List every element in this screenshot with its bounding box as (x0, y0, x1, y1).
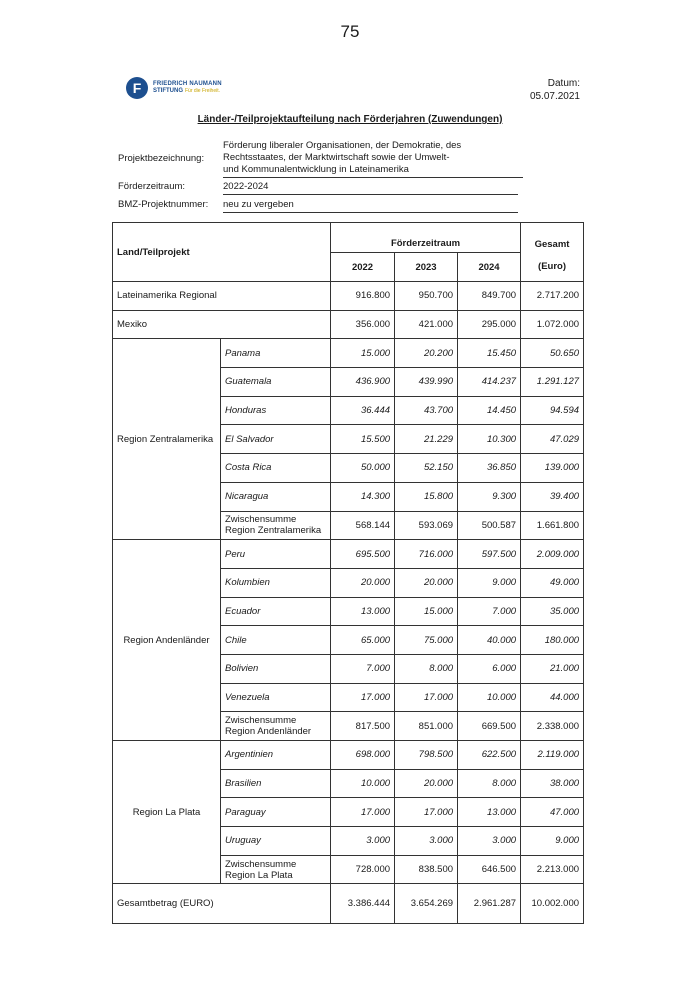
value-total: 47.000 (521, 798, 584, 827)
value-2023: 17.000 (395, 798, 458, 827)
value-2023: 8.000 (395, 654, 458, 683)
value-total: 1.291.127 (521, 368, 584, 397)
value-total: 47.029 (521, 425, 584, 454)
value-total: 10.002.000 (521, 884, 584, 924)
value-total: 9.000 (521, 827, 584, 856)
value-2023: 75.000 (395, 626, 458, 655)
value-total: 35.000 (521, 597, 584, 626)
value-2024: 500.587 (458, 511, 521, 540)
value-2024: 7.000 (458, 597, 521, 626)
document-title: Länder-/Teilprojektaufteilung nach Förderjahren (Zuwendungen) (197, 114, 503, 125)
value-2023: 838.500 (395, 855, 458, 884)
row-label: Mexiko (113, 310, 331, 339)
subtotal-label: Zwischensumme Region La Plata (221, 855, 331, 884)
value-2023: 798.500 (395, 741, 458, 770)
country-label: Guatemala (221, 368, 331, 397)
funding-period-label: Förderzeitraum: (118, 181, 186, 192)
header-year-2023: 2023 (395, 253, 458, 282)
value-total: 2.717.200 (521, 282, 584, 311)
value-2024: 13.000 (458, 798, 521, 827)
value-total: 50.650 (521, 339, 584, 368)
country-label: Honduras (221, 396, 331, 425)
country-label: El Salvador (221, 425, 331, 454)
value-2023: 43.700 (395, 396, 458, 425)
date-value: 05.07.2021 (529, 91, 580, 102)
table-row (113, 310, 584, 339)
country-label: Venezuela (221, 683, 331, 712)
value-2023: 421.000 (395, 310, 458, 339)
value-2022: 3.000 (331, 827, 395, 856)
value-2022: 695.500 (331, 540, 395, 569)
value-2022: 10.000 (331, 769, 395, 798)
table-row (113, 282, 584, 311)
country-label: Brasilien (221, 769, 331, 798)
value-2023: 439.990 (395, 368, 458, 397)
value-2024: 414.237 (458, 368, 521, 397)
country-label: Kolumbien (221, 568, 331, 597)
value-2024: 646.500 (458, 855, 521, 884)
value-2022: 13.000 (331, 597, 395, 626)
value-2024: 10.000 (458, 683, 521, 712)
value-2024: 295.000 (458, 310, 521, 339)
value-2022: 17.000 (331, 798, 395, 827)
foundation-logo (126, 77, 222, 99)
table-row (113, 741, 584, 770)
value-2023: 21.229 (395, 425, 458, 454)
value-2023: 716.000 (395, 540, 458, 569)
value-total: 49.000 (521, 568, 584, 597)
value-2022: 65.000 (331, 626, 395, 655)
header-land: Land/Teilprojekt (113, 223, 331, 282)
value-2022: 568.144 (331, 511, 395, 540)
header-euro: (Euro) (521, 253, 584, 282)
row-label: Lateinamerika Regional (113, 282, 331, 311)
value-2024: 3.000 (458, 827, 521, 856)
value-2023: 20.000 (395, 568, 458, 597)
value-2022: 7.000 (331, 654, 395, 683)
project-description-value: Förderung liberaler Organisationen, der Demokratie, des Rechtsstaates, der Marktwirtschaft sowie der Umwelt- und Kommunalentwicklung in Lateinamerika (223, 140, 523, 178)
value-2022: 15.500 (331, 425, 395, 454)
country-label: Peru (221, 540, 331, 569)
value-2024: 669.500 (458, 712, 521, 741)
subtotal-label: Zwischensumme Region Zentralamerika (221, 511, 331, 540)
value-total: 1.661.800 (521, 511, 584, 540)
value-total: 2.338.000 (521, 712, 584, 741)
value-2024: 9.300 (458, 482, 521, 511)
value-total: 180.000 (521, 626, 584, 655)
value-2023: 3.000 (395, 827, 458, 856)
value-2023: 20.000 (395, 769, 458, 798)
project-description-label: Projektbezeichnung: (118, 153, 205, 164)
bmz-project-number-value: neu zu vergeben (223, 199, 518, 213)
value-2022: 15.000 (331, 339, 395, 368)
value-2022: 17.000 (331, 683, 395, 712)
value-2022: 698.000 (331, 741, 395, 770)
value-total: 2.119.000 (521, 741, 584, 770)
value-total: 38.000 (521, 769, 584, 798)
value-total: 94.594 (521, 396, 584, 425)
value-total: 44.000 (521, 683, 584, 712)
value-2024: 849.700 (458, 282, 521, 311)
value-2022: 728.000 (331, 855, 395, 884)
value-total: 1.072.000 (521, 310, 584, 339)
value-2023: 3.654.269 (395, 884, 458, 924)
grand-total-label: Gesamtbetrag (EURO) (113, 884, 331, 924)
logo-name-line1: FRIEDRICH NAUMANN (153, 81, 222, 87)
value-2023: 851.000 (395, 712, 458, 741)
value-2024: 9.000 (458, 568, 521, 597)
value-2024: 15.450 (458, 339, 521, 368)
value-2022: 50.000 (331, 454, 395, 483)
value-2022: 36.444 (331, 396, 395, 425)
value-2023: 20.200 (395, 339, 458, 368)
header-gesamt: Gesamt (521, 223, 584, 253)
value-total: 139.000 (521, 454, 584, 483)
header-year-2024: 2024 (458, 253, 521, 282)
value-2023: 17.000 (395, 683, 458, 712)
value-2023: 15.000 (395, 597, 458, 626)
country-label: Nicaragua (221, 482, 331, 511)
funding-table (112, 222, 584, 924)
country-label: Chile (221, 626, 331, 655)
value-2024: 40.000 (458, 626, 521, 655)
value-2024: 14.450 (458, 396, 521, 425)
value-2022: 916.800 (331, 282, 395, 311)
country-label: Uruguay (221, 827, 331, 856)
value-2022: 14.300 (331, 482, 395, 511)
region-label: Region Zentralamerika (113, 339, 221, 540)
value-2024: 597.500 (458, 540, 521, 569)
bmz-project-number-label: BMZ-Projektnummer: (118, 199, 209, 210)
header-year-2022: 2022 (331, 253, 395, 282)
region-label: Region La Plata (113, 741, 221, 884)
value-2024: 622.500 (458, 741, 521, 770)
logo-slogan: Für die Freiheit. (185, 88, 221, 94)
country-label: Paraguay (221, 798, 331, 827)
country-label: Argentinien (221, 741, 331, 770)
value-total: 2.009.000 (521, 540, 584, 569)
value-2022: 3.386.444 (331, 884, 395, 924)
value-2024: 36.850 (458, 454, 521, 483)
value-2022: 356.000 (331, 310, 395, 339)
country-label: Bolivien (221, 654, 331, 683)
value-2023: 950.700 (395, 282, 458, 311)
country-label: Costa Rica (221, 454, 331, 483)
value-2022: 817.500 (331, 712, 395, 741)
date-label: Datum: (547, 78, 580, 89)
subtotal-label: Zwischensumme Region Andenländer (221, 712, 331, 741)
table-header-row (113, 223, 584, 253)
header-foerderzeitraum: Förderzeitraum (331, 223, 521, 253)
logo-name-line2: STIFTUNG Für die Freiheit. (153, 88, 221, 94)
table-row (113, 339, 584, 368)
table-row (113, 540, 584, 569)
value-2023: 15.800 (395, 482, 458, 511)
value-total: 21.000 (521, 654, 584, 683)
value-2024: 8.000 (458, 769, 521, 798)
logo-icon: F (126, 77, 148, 99)
country-label: Ecuador (221, 597, 331, 626)
grand-total-row (113, 884, 584, 924)
date-block (530, 77, 580, 103)
value-total: 39.400 (521, 482, 584, 511)
value-2022: 436.900 (331, 368, 395, 397)
value-total: 2.213.000 (521, 855, 584, 884)
country-label: Panama (221, 339, 331, 368)
value-2024: 10.300 (458, 425, 521, 454)
value-2023: 593.069 (395, 511, 458, 540)
funding-period-value: 2022-2024 (223, 181, 518, 195)
page-number: 75 (340, 22, 360, 41)
value-2022: 20.000 (331, 568, 395, 597)
region-label: Region Andenländer (113, 540, 221, 741)
value-2023: 52.150 (395, 454, 458, 483)
value-2024: 2.961.287 (458, 884, 521, 924)
value-2024: 6.000 (458, 654, 521, 683)
